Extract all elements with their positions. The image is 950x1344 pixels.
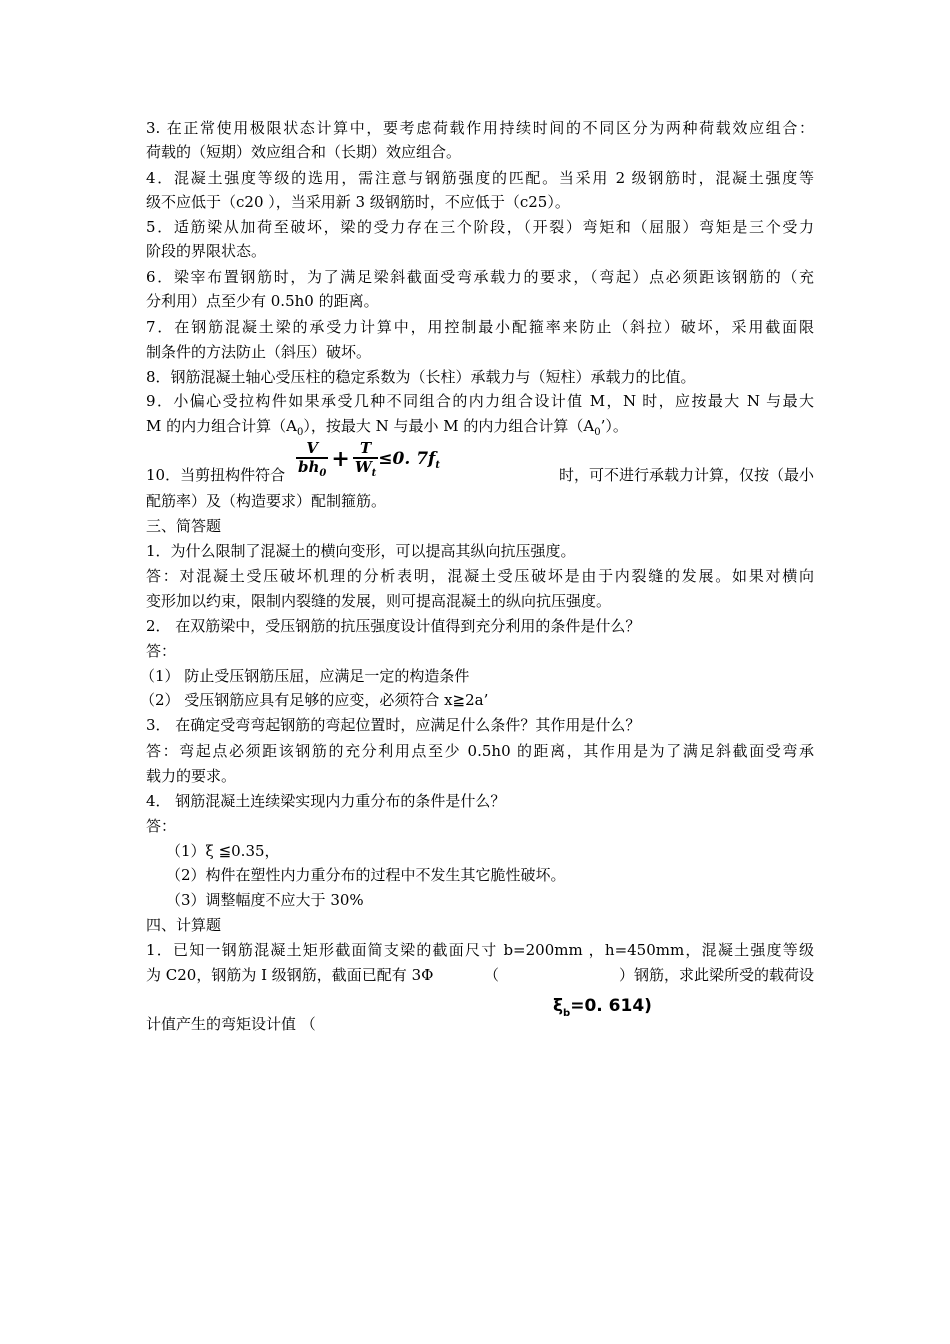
sa-q2-item1: （1） 防止受压钢筋压屈，应满足一定的构造条件 — [140, 667, 470, 685]
q7-line2: 制条件的方法防止（斜压）破坏。 — [146, 343, 372, 361]
v-over-bh0: $\frac{V}{bh_0}$ — [298, 439, 327, 479]
sa-q4-item3: （3）调整幅度不应大于 30% — [166, 891, 364, 909]
sa-q2-question: 2． 在双筋梁中，受压钢筋的抗压强度设计值得到充分利用的条件是什么？ — [146, 617, 641, 635]
calc-q1-line2-start: 为 C20，钢筋为 I 级钢筋，截面已配有 3Φ — [146, 966, 434, 984]
q4-line2: 级不应低于（c20 ），当采用新 3 级钢筋时，不应低于（c25）。 — [146, 193, 570, 211]
calc-heading: 四、计算题 — [146, 916, 222, 934]
short-answer-heading: 三、简答题 — [146, 517, 222, 535]
q3-line1: 3. 在正常使用极限状态计算中，要考虑荷载作用持续时间的不同区分为两种荷载效应组合： — [146, 119, 814, 137]
sa-q4-question: 4． 钢筋混凝土连续梁实现内力重分布的条件是什么？ — [146, 792, 506, 810]
calc-q1-open-paren: （ — [484, 966, 500, 984]
calc-q1-line2-end: ）钢筋，求此梁所受的载荷设 — [618, 966, 814, 984]
sa-q2-answer-label: 答： — [146, 642, 177, 660]
calc-q1-line1: 1．已知一钢筋混凝土矩形截面简支梁的截面尺寸 b=200mm ，h=450mm，混凝土强度等级 — [146, 941, 814, 959]
q9-text-c: ’）。 — [600, 417, 628, 435]
q9-sub-2: 0 — [594, 427, 601, 438]
t-over-wt: $\frac{T}{W_t}$ — [354, 439, 377, 479]
sa-q2-item2: （2） 受压钢筋应具有足够的应变，必须符合 x≧2a’ — [140, 691, 489, 709]
sa-q3-question: 3． 在确定受弯弯起钢筋的弯起位置时，应满足什么条件？其作用是什么？ — [146, 716, 641, 734]
q6-line2: 分利用）点至少有 0.5h0 的距离。 — [146, 292, 379, 310]
shear-torsion-formula — [296, 440, 440, 478]
xi-b-value: $\xi_b=0$. 614) — [553, 996, 652, 1019]
q8-line1: 8．钢筋混凝土轴心受压柱的稳定系数为（长柱）承载力与（短柱）承载力的比值。 — [146, 368, 696, 386]
q10-line1-start: 10．当剪扭构件符合 — [146, 466, 286, 484]
sa-q1-question: 1．为什么限制了混凝土的横向变形，可以提高其纵向抗压强度。 — [146, 542, 576, 560]
q9-sub-1: 0 — [296, 427, 304, 438]
calc-q1-line3: 计值产生的弯矩设计值 （ — [146, 1015, 316, 1033]
q7-line1: 7．在钢筋混凝土梁的承受力计算中，用控制最小配箍率来防止（斜拉）破坏，采用截面限 — [146, 318, 814, 336]
plus-sign: + — [331, 446, 350, 472]
sa-q1-answer-line1: 答：对混凝土受压破坏机理的分析表明，混凝土受压破坏是由于内裂缝的发展。如果对横向 — [146, 567, 814, 585]
sa-q4-item2: （2）构件在塑性内力重分布的过程中不发生其它脆性破坏。 — [166, 866, 566, 884]
q3-line2: 荷载的（短期）效应组合和（长期）效应组合。 — [146, 143, 462, 161]
sa-q4-item1: （1）ξ ≦0.35， — [166, 842, 280, 860]
q6-line1: 6．梁宰布置钢筋时，为了满足梁斜截面受弯承载力的要求，（弯起）点必须距该钢筋的（充 — [146, 268, 814, 286]
q5-line1: 5．适筋梁从加荷至破坏，梁的受力存在三个阶段，（开裂）弯矩和（屈服）弯矩是三个受力 — [146, 218, 814, 236]
sa-q3-answer-line1: 答：弯起点必须距该钢筋的充分利用点至少 0.5h0 的距离，其作用是为了满足斜截面受弯承 — [146, 742, 814, 760]
formula-rhs: ≤0. $7f_t$ — [378, 449, 440, 471]
q9-text-a: M 的内力组合计算（A — [146, 417, 297, 435]
sa-q3-answer-line2: 载力的要求。 — [146, 767, 237, 785]
sa-q1-answer-line2: 变形加以约束，限制内裂缝的发展，则可提高混凝土的纵向抗压强度。 — [146, 592, 612, 610]
q10-line2: 配筋率）及（构造要求）配制箍筋。 — [146, 492, 387, 510]
q4-line1: 4．混凝土强度等级的选用，需注意与钢筋强度的匹配。当采用 2 级钢筋时，混凝土强度等 — [146, 169, 814, 187]
sa-q4-answer-label: 答： — [146, 817, 177, 835]
q9-text-b: ），按最大 N 与最小 M 的内力组合计算（A — [303, 417, 595, 435]
q9-line1: 9．小偏心受拉构件如果承受几种不同组合的内力组合设计值 M，N 时，应按最大 N 与最大 — [146, 392, 814, 410]
q10-line1-end: 时，可不进行承载力计算，仅按（最小 — [558, 466, 814, 484]
q9-line2 — [146, 414, 814, 438]
q5-line2: 阶段的界限状态。 — [146, 242, 267, 260]
